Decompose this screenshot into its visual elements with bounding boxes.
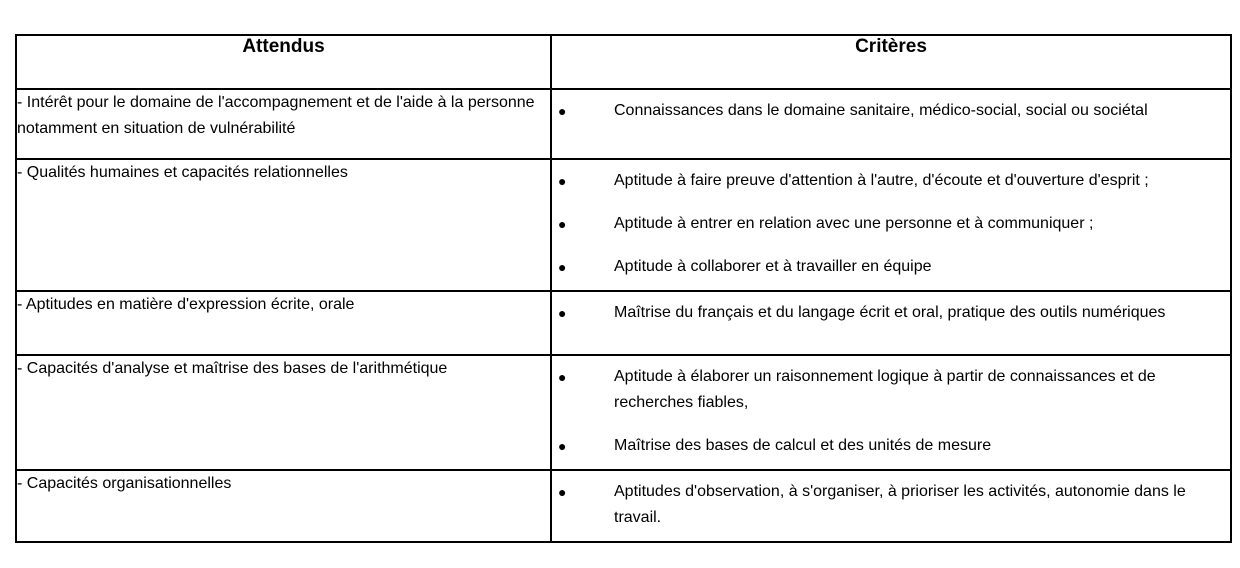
criteres-cell: [551, 355, 1231, 470]
table-row: [16, 159, 1231, 291]
table-row: [16, 355, 1231, 470]
critere-text: Aptitude à collaborer et à travailler en équipe: [614, 258, 932, 275]
bullet-icon: ●: [558, 103, 567, 119]
criteres-list: [552, 160, 1230, 280]
critere-text: Aptitude à faire preuve d'attention à l'autre, d'écoute et d'ouverture d'esprit ;: [614, 172, 1149, 189]
criteres-cell: [551, 159, 1231, 291]
critere-text: Aptitudes d'observation, à s'organiser, à prioriser les activités, autonomie dans le travail.: [614, 483, 1186, 526]
criteres-list: [552, 90, 1230, 124]
bullet-icon: ●: [558, 173, 567, 189]
list-item: [552, 300, 1230, 326]
criteria-table: [15, 34, 1232, 543]
bullet-icon: ●: [558, 484, 567, 500]
list-item: [552, 479, 1230, 531]
criteres-cell: [551, 470, 1231, 542]
attendu-cell: - Intérêt pour le domaine de l'accompagnement et de l'aide à la personne notamment en situation de vulnérabilité: [16, 89, 551, 159]
criteres-list: [552, 356, 1230, 459]
critere-text: Maîtrise du français et du langage écrit et oral, pratique des outils numériques: [614, 304, 1166, 321]
critere-text: Aptitude à élaborer un raisonnement logique à partir de connaissances et de recherches fiables,: [614, 368, 1156, 411]
bullet-icon: ●: [558, 305, 567, 321]
list-item: [552, 168, 1230, 194]
attendu-cell: - Aptitudes en matière d'expression écrite, orale: [16, 291, 551, 355]
attendu-cell: - Qualités humaines et capacités relationnelles: [16, 159, 551, 291]
table-row: [16, 470, 1231, 542]
critere-text: Maîtrise des bases de calcul et des unités de mesure: [614, 437, 992, 454]
bullet-icon: ●: [558, 259, 567, 275]
bullet-icon: ●: [558, 216, 567, 232]
header-row: [16, 35, 1231, 89]
list-item: [552, 98, 1230, 124]
table-row: [16, 291, 1231, 355]
table-row: [16, 89, 1231, 159]
attendu-cell: - Capacités d'analyse et maîtrise des bases de l'arithmétique: [16, 355, 551, 470]
list-item: [552, 211, 1230, 237]
attendu-cell: - Capacités organisationnelles: [16, 470, 551, 542]
header-attendus: Attendus: [16, 35, 551, 89]
list-item: [552, 364, 1230, 416]
critere-text: Aptitude à entrer en relation avec une personne et à communiquer ;: [614, 215, 1094, 232]
criteres-list: [552, 471, 1230, 531]
criteres-cell: [551, 89, 1231, 159]
criteres-list: [552, 292, 1230, 326]
criteres-cell: [551, 291, 1231, 355]
bullet-icon: ●: [558, 438, 567, 454]
list-item: [552, 254, 1230, 280]
header-criteres: Critères: [551, 35, 1231, 89]
critere-text: Connaissances dans le domaine sanitaire, médico-social, social ou sociétal: [614, 102, 1148, 119]
list-item: [552, 433, 1230, 459]
bullet-icon: ●: [558, 369, 567, 385]
